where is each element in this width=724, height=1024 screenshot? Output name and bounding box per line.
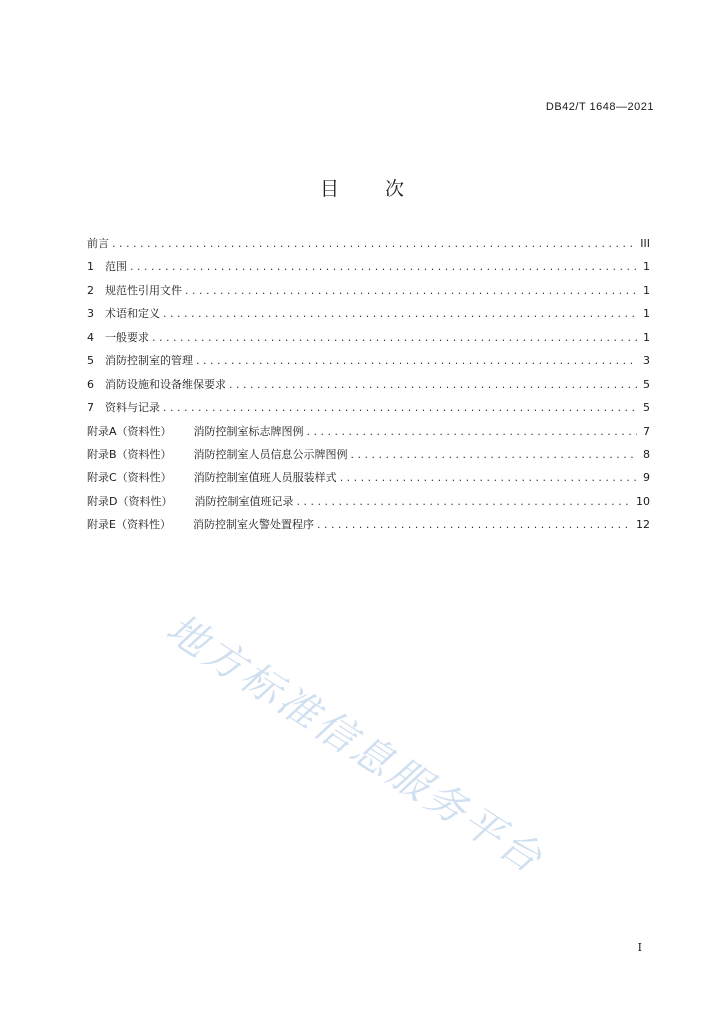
toc-entry-6[interactable]	[87, 373, 650, 396]
document-code: DB42/T 1648—2021	[545, 101, 654, 113]
toc-entry-page: 1	[643, 283, 650, 297]
toc-entry-page: 5	[643, 377, 650, 391]
table-of-contents	[87, 232, 650, 537]
toc-entry-page: 5	[643, 401, 650, 415]
toc-appendix-page: 8	[643, 447, 650, 461]
toc-entry-number: 5	[87, 354, 94, 368]
toc-entry-label: 消防设施和设备维保要求	[105, 377, 226, 391]
toc-leader-dots	[351, 443, 637, 466]
toc-appendix-e[interactable]	[87, 513, 650, 536]
toc-leader-dots	[163, 302, 637, 325]
toc-entry-2[interactable]	[87, 279, 650, 302]
toc-appendix-page: 10	[636, 494, 650, 508]
toc-entry-label: 术语和定义	[105, 307, 160, 321]
toc-entry-number: 7	[87, 401, 94, 415]
toc-entry-foreword[interactable]	[87, 232, 650, 255]
toc-entry-number: 3	[87, 307, 94, 321]
toc-leader-dots	[307, 420, 637, 443]
toc-appendix-prefix: 附录B（资料性）	[87, 447, 172, 461]
toc-entry-label: 范围	[105, 260, 127, 274]
toc-leader-dots	[112, 232, 634, 255]
toc-entry-1[interactable]	[87, 255, 650, 278]
toc-appendix-prefix: 附录A（资料性）	[87, 424, 172, 438]
toc-appendix-label: 消防控制室人员信息公示牌图例	[193, 447, 348, 461]
toc-entry-label: 资料与记录	[105, 401, 160, 415]
toc-appendix-label: 消防控制室值班记录	[194, 494, 294, 508]
toc-entry-page: 1	[643, 260, 650, 274]
toc-appendix-page: 9	[643, 471, 650, 485]
toc-entry-number: 4	[87, 330, 94, 344]
toc-entry-3[interactable]	[87, 302, 650, 325]
toc-appendix-d[interactable]	[87, 490, 650, 513]
toc-leader-dots	[185, 279, 637, 302]
toc-entry-label: 规范性引用文件	[105, 283, 182, 297]
toc-entry-page: 3	[643, 354, 650, 368]
toc-leader-dots	[130, 255, 637, 278]
toc-appendix-b[interactable]	[87, 443, 650, 466]
toc-entry-page: III	[640, 237, 650, 250]
toc-leader-dots	[196, 349, 637, 372]
toc-entry-number: 6	[87, 377, 94, 391]
toc-leader-dots	[296, 490, 630, 513]
toc-entry-7[interactable]	[87, 396, 650, 419]
watermark: 地方标准信息服务平台	[158, 605, 553, 884]
toc-entry-label: 消防控制室的管理	[105, 354, 193, 368]
page-number: I	[637, 941, 642, 954]
toc-entry-page: 1	[643, 330, 650, 344]
toc-appendix-label: 消防控制室值班人员服装样式	[193, 471, 337, 485]
toc-leader-dots	[229, 373, 637, 396]
toc-entry-4[interactable]	[87, 326, 650, 349]
toc-appendix-label: 消防控制室标志牌图例	[193, 424, 304, 438]
toc-leader-dots	[163, 396, 637, 419]
toc-entry-number: 1	[87, 260, 94, 274]
toc-appendix-c[interactable]	[87, 466, 650, 489]
toc-appendix-page: 7	[643, 424, 650, 438]
toc-title: 目 次	[319, 178, 425, 200]
toc-appendix-prefix: 附录C（资料性）	[87, 471, 172, 485]
toc-appendix-prefix: 附录D（资料性）	[87, 494, 173, 508]
toc-entry-5[interactable]	[87, 349, 650, 372]
toc-appendix-label: 消防控制室火警处置程序	[192, 518, 314, 532]
toc-entry-page: 1	[643, 307, 650, 321]
toc-appendix-page: 12	[636, 518, 650, 532]
toc-leader-dots	[317, 513, 630, 536]
toc-leader-dots	[340, 466, 637, 489]
toc-entry-label: 前言	[87, 237, 109, 250]
toc-entry-label: 一般要求	[105, 330, 149, 344]
toc-appendix-a[interactable]	[87, 420, 650, 443]
toc-leader-dots	[152, 326, 637, 349]
toc-entry-number: 2	[87, 283, 94, 297]
toc-appendix-prefix: 附录E（资料性）	[87, 518, 171, 532]
